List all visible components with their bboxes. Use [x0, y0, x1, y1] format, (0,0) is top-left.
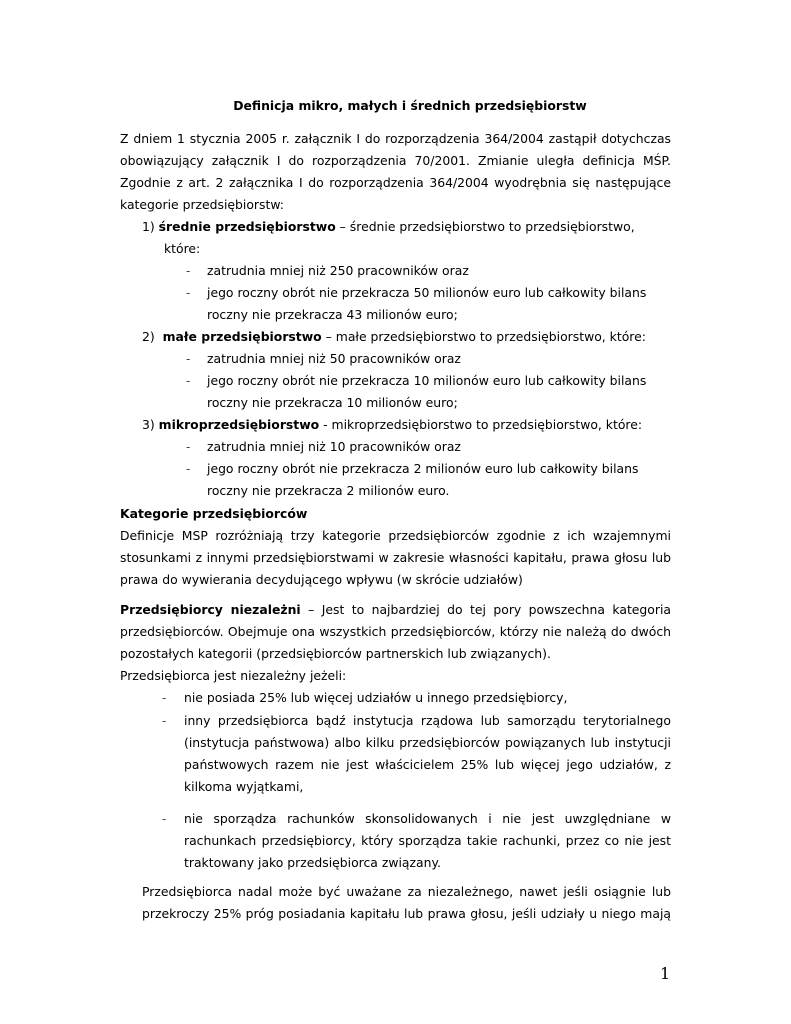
category-3-bullet-2-cont: roczny nie przekracza 2 milionów euro. — [207, 483, 450, 498]
bullet-dash: - — [186, 286, 191, 300]
category-2-number: 2) — [142, 329, 155, 344]
bullet-dash: - — [162, 812, 167, 826]
closing-line-2: przekroczy 25% próg posiadania kapitału lub prawa głosu, jeśli udziały u niego mają — [142, 906, 671, 921]
bullet-dash: - — [186, 462, 191, 476]
category-1-desc: – średnie przedsiębiorstwo to przedsiębiorstwo, — [335, 219, 635, 234]
independent-line-4: Przedsiębiorca jest niezależny jeżeli: — [120, 668, 347, 683]
category-2-desc: – małe przedsiębiorstwo to przedsiębiorstwo, które: — [321, 329, 646, 344]
independent-line-1-rest: – Jest to najbardziej do tej pory powszechna kategoria — [300, 602, 671, 617]
intro-line-1: Z dniem 1 stycznia 2005 r. załącznik I do rozporządzenia 364/2004 zastąpił dotychczas — [120, 131, 671, 146]
category-2-bullet-2: jego roczny obrót nie przekracza 10 milionów euro lub całkowity bilans — [207, 373, 647, 388]
independent-bullet-1: nie posiada 25% lub więcej udziałów u innego przedsiębiorcy, — [184, 690, 568, 705]
category-1-term: średnie przedsiębiorstwo — [158, 219, 336, 234]
category-2-term: małe przedsiębiorstwo — [162, 329, 322, 344]
category-3-line — [142, 414, 642, 436]
independent-term: Przedsiębiorcy niezależni — [120, 602, 301, 617]
section-heading-categories: Kategorie przedsiębiorców — [120, 506, 308, 521]
independent-bullet-2-line-1: inny przedsiębiorca bądź instytucja rządowa lub samorządu terytorialnego — [184, 713, 671, 728]
document-title: Definicja mikro, małych i średnich przedsiębiorstw — [233, 98, 587, 113]
category-3-term: mikroprzedsiębiorstwo — [158, 417, 320, 432]
bullet-dash: - — [162, 714, 167, 728]
bullet-dash: - — [186, 440, 191, 454]
independent-bullet-3-line-3: traktowany jako przedsiębiorca związany. — [184, 855, 441, 870]
section2-line-3: prawa do wywierania decydującego wpływu (w skrócie udziałów) — [120, 572, 523, 587]
category-2-bullet-2-cont: roczny nie przekracza 10 milionów euro; — [207, 395, 458, 410]
section2-line-2: stosunkami z innymi przedsiębiorstwami w zakresie własności kapitału, prawa głosu lub — [120, 550, 671, 565]
category-3-number: 3) — [142, 417, 155, 432]
page-number: 1 — [660, 964, 671, 983]
intro-line-4: kategorie przedsiębiorstw: — [120, 197, 284, 212]
independent-bullet-3-line-2: rachunkach przedsiębiorcy, który sporządza takie rachunki, przez co nie jest — [184, 833, 671, 848]
category-1-bullet-1: zatrudnia mniej niż 250 pracowników oraz — [207, 263, 469, 278]
independent-line-1 — [120, 599, 671, 621]
category-2-line — [142, 326, 646, 348]
category-2-bullet-1: zatrudnia mniej niż 50 pracowników oraz — [207, 351, 461, 366]
category-1-desc-cont: które: — [164, 241, 201, 256]
category-1-bullet-2: jego roczny obrót nie przekracza 50 milionów euro lub całkowity bilans — [207, 285, 647, 300]
independent-bullet-2-line-2: (instytucja państwowa) albo kilku przedsiębiorców powiązanych lub instytucji — [184, 735, 671, 750]
closing-line-1: Przedsiębiorca nadal może być uważane za niezależnego, nawet jeśli osiągnie lub — [142, 884, 671, 899]
category-3-desc: - mikroprzedsiębiorstwo to przedsiębiorstwo, które: — [319, 417, 643, 432]
category-3-bullet-1: zatrudnia mniej niż 10 pracowników oraz — [207, 439, 461, 454]
category-3-bullet-2: jego roczny obrót nie przekracza 2 milionów euro lub całkowity bilans — [207, 461, 639, 476]
category-1-line — [142, 216, 635, 238]
independent-bullet-2-line-3: państwowych razem nie jest właścicielem 25% lub więcej jego udziałów, z — [184, 757, 671, 772]
category-1-bullet-2-cont: roczny nie przekracza 43 milionów euro; — [207, 307, 458, 322]
bullet-dash: - — [186, 374, 191, 388]
independent-bullet-3-line-1: nie sporządza rachunków skonsolidowanych i nie jest uwzględniane w — [184, 811, 671, 826]
bullet-dash: - — [162, 691, 167, 705]
independent-line-3: pozostałych kategorii (przedsiębiorców partnerskich lub związanych). — [120, 646, 551, 661]
bullet-dash: - — [186, 264, 191, 278]
independent-line-2: przedsiębiorców. Obejmuje ona wszystkich przedsiębiorców, którzy nie należą do dwóch — [120, 624, 671, 639]
intro-line-2: obowiązujący załącznik I do rozporządzenia 70/2001. Zmianie uległa definicja MŚP. — [120, 153, 671, 168]
intro-line-3: Zgodnie z art. 2 załącznika I do rozporządzenia 364/2004 wyodrębnia się następujące — [120, 175, 671, 190]
independent-bullet-2-line-4: kilkoma wyjątkami, — [184, 779, 304, 794]
section2-line-1: Definicje MSP rozróżniają trzy kategorie przedsiębiorców zgodnie z ich wzajemnymi — [120, 528, 671, 543]
bullet-dash: - — [186, 352, 191, 366]
category-1-number: 1) — [142, 219, 155, 234]
